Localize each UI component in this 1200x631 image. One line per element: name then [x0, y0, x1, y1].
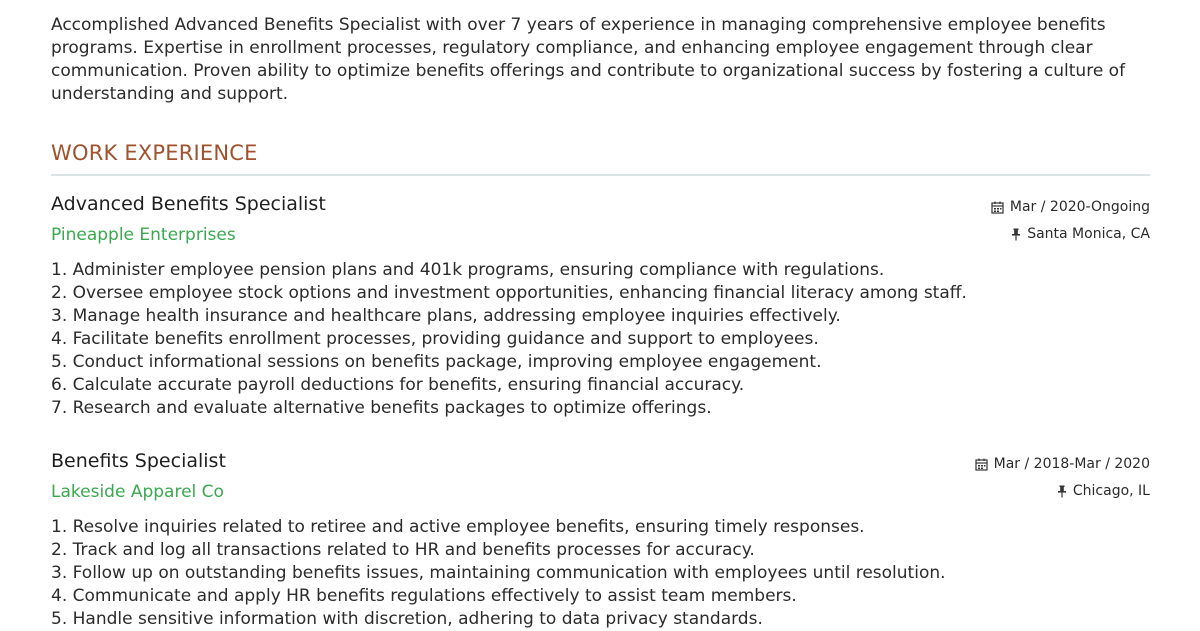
job-title: Advanced Benefits Specialist [51, 193, 326, 215]
list-item: 1. Resolve inquiries related to retiree and active employee benefits, ensuring timely responses. [51, 517, 865, 537]
list-item: 3. Manage health insurance and healthcare plans, addressing employee inquiries effectively. [51, 306, 841, 326]
company-name: Lakeside Apparel Co [51, 482, 224, 502]
job-title: Benefits Specialist [51, 450, 226, 472]
list-item: 3. Follow up on outstanding benefits issues, maintaining communication with employees until resolution. [51, 563, 946, 583]
pin-icon [1057, 485, 1067, 498]
duty-list [51, 259, 1150, 420]
job-location [1011, 225, 1150, 243]
date-text: Mar / 2018-Mar / 2020 [993, 456, 1150, 472]
pin-icon [1011, 228, 1021, 241]
list-item: 5. Conduct informational sessions on benefits package, improving employee engagement. [51, 352, 822, 372]
list-item: 6. Calculate accurate payroll deductions for benefits, ensuring financial accuracy. [51, 375, 745, 395]
location-text: Santa Monica, CA [1027, 226, 1150, 242]
list-item: 4. Communicate and apply HR benefits regulations effectively to assist team members. [51, 586, 797, 606]
calendar-icon [991, 201, 1004, 214]
list-item: 1. Administer employee pension plans and 401k programs, ensuring compliance with regulations. [51, 260, 885, 280]
company-name: Pineapple Enterprises [51, 225, 236, 245]
duty-list [51, 516, 1150, 631]
list-item: 7. Research and evaluate alternative benefits packages to optimize offerings. [51, 398, 712, 418]
list-item: 5. Handle sensitive information with discretion, adhering to data privacy standards. [51, 609, 763, 629]
list-item: 4. Facilitate benefits enrollment processes, providing guidance and support to employees. [51, 329, 819, 349]
location-text: Chicago, IL [1072, 483, 1150, 499]
calendar-icon [975, 458, 988, 471]
job-location [1057, 482, 1150, 500]
job-date [975, 455, 1150, 473]
list-item: 2. Track and log all transactions related to HR and benefits processes for accuracy. [51, 540, 755, 560]
section-divider [51, 174, 1150, 176]
list-item: 2. Oversee employee stock options and investment opportunities, enhancing financial literacy among staff. [51, 283, 967, 303]
section-title-work-experience: WORK EXPERIENCE [51, 141, 258, 165]
job-date [991, 198, 1150, 216]
date-text: Mar / 2020-Ongoing [1009, 199, 1150, 215]
professional-summary: Accomplished Advanced Benefits Specialist with over 7 years of experience in managing comprehensive employee benefits programs. Expertise in enrollment processes, regulatory compliance, and enhancing employee engagement through clear communication. Proven ability to optimize benefits offerings and contribute to organizational success by fostering a culture of understanding and support. [51, 15, 1126, 104]
